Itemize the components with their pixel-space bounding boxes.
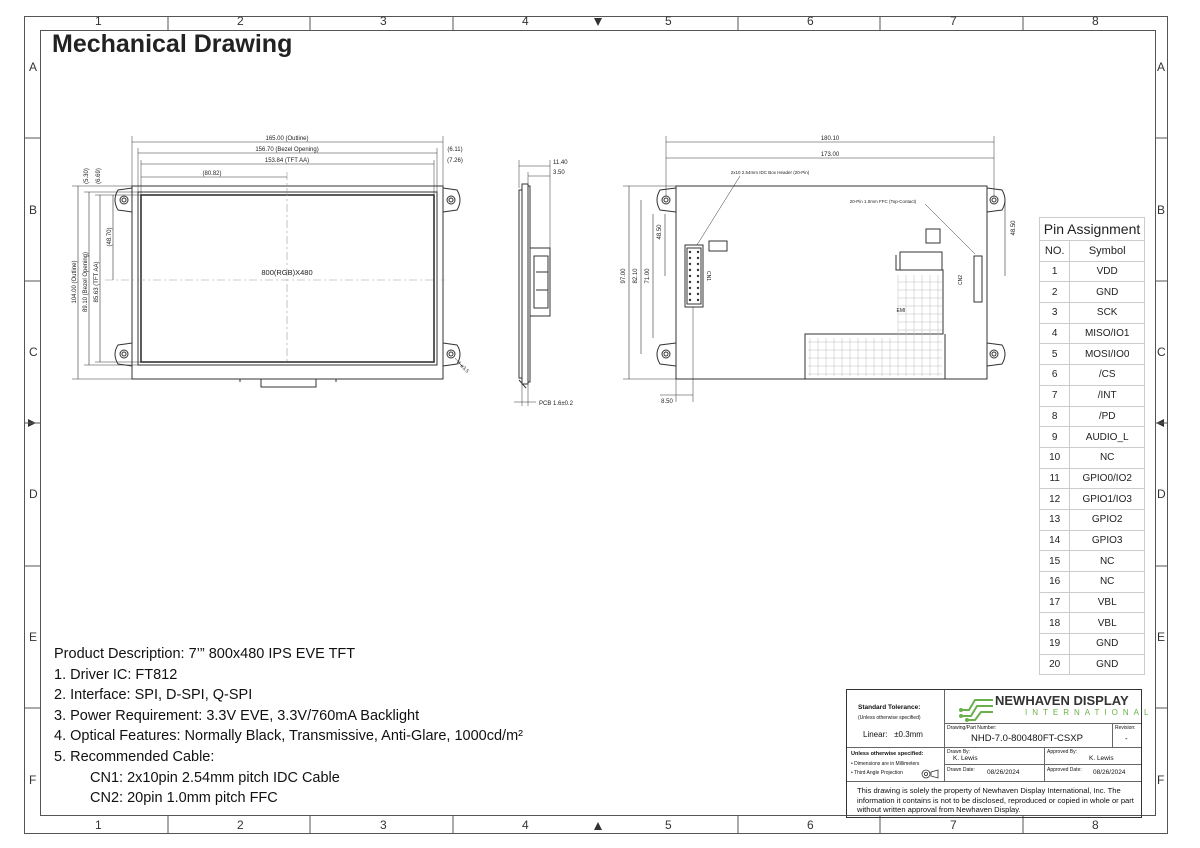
pin-no: 18 — [1040, 613, 1070, 634]
approved-date-cell — [1045, 765, 1141, 782]
drawn-date-cell — [945, 765, 1045, 782]
zone-row-f: F — [29, 773, 37, 787]
desc-line: 3. Power Requirement: 3.3V EVE, 3.3V/760mA Backlight — [54, 707, 420, 724]
pin-symbol: GPIO1/IO3 — [1070, 489, 1145, 510]
pin-no: 17 — [1040, 592, 1070, 613]
pin-no: 6 — [1040, 365, 1070, 386]
revision-value: - — [1125, 734, 1128, 743]
front-dim-5-30: (5.30) — [84, 168, 90, 184]
pin-no: 14 — [1040, 530, 1070, 551]
table-row — [1040, 468, 1145, 489]
back-dim-48-50-right: 48.50 — [1011, 220, 1017, 236]
table-row — [1040, 572, 1145, 593]
approved-by-value: K. Lewis — [1089, 755, 1114, 762]
front-dim-outline-height: 104.00 (Outline) — [72, 260, 78, 304]
front-dim-hole: 4-ø3.5 — [455, 360, 470, 375]
table-row — [1040, 261, 1145, 282]
pin-no: 5 — [1040, 344, 1070, 365]
pin-no: 16 — [1040, 572, 1070, 593]
side-dim-3-50: 3.50 — [553, 170, 565, 176]
front-dim-6-11: (6.11) — [447, 147, 463, 153]
drawn-date-value: 08/26/2024 — [987, 769, 1020, 776]
zone-col-3-bottom: 3 — [380, 818, 387, 832]
unless-specified-label: (Unless otherwise specified) — [858, 715, 921, 721]
cn1-label: CN1 — [705, 270, 711, 282]
front-dim-outline-width: 165.00 (Outline) — [265, 136, 309, 142]
pin-symbol: GPIO2 — [1070, 509, 1145, 530]
newhaven-logo-icon — [957, 694, 997, 722]
table-row — [1040, 385, 1145, 406]
pin-no: 15 — [1040, 551, 1070, 572]
pin-symbol: GND — [1070, 634, 1145, 655]
table-row — [1040, 406, 1145, 427]
front-resolution-label: 800(RGB)X480 — [261, 268, 313, 277]
pin-table-title: Pin Assignment — [1040, 218, 1145, 241]
zone-col-7-bottom: 7 — [950, 818, 957, 832]
desc-line: 2. Interface: SPI, D-SPI, Q-SPI — [54, 687, 253, 704]
pin-header-symbol: Symbol — [1070, 241, 1145, 262]
revision-cell — [1113, 724, 1141, 748]
zone-col-7: 7 — [950, 14, 957, 28]
back-dim-8-50: 8.50 — [661, 399, 673, 405]
pin-symbol: /CS — [1070, 365, 1145, 386]
pin-no: 8 — [1040, 406, 1070, 427]
part-number-cell — [945, 724, 1113, 748]
side-dim-pcb: PCB 1.6±0.2 — [539, 401, 573, 407]
approved-by-cell — [1045, 748, 1141, 765]
desc-line: 1. Driver IC: FT812 — [54, 666, 178, 683]
desc-subline: CN1: 2x10pin 2.54mm pitch IDC Cable — [90, 769, 340, 786]
pin-no: 12 — [1040, 489, 1070, 510]
zone-col-8-bottom: 8 — [1092, 818, 1099, 832]
pin-symbol: VBL — [1070, 613, 1145, 634]
pin-symbol: MISO/IO1 — [1070, 323, 1145, 344]
pin-no: 11 — [1040, 468, 1070, 489]
pin-symbol: SCK — [1070, 303, 1145, 324]
pin-no: 7 — [1040, 385, 1070, 406]
std-tolerance-label: Standard Tolerance: — [858, 704, 921, 711]
table-row — [1040, 530, 1145, 551]
zone-col-4: 4 — [522, 14, 529, 28]
table-row — [1040, 323, 1145, 344]
logo-cell — [945, 690, 1154, 724]
zone-row-e: E — [29, 630, 38, 644]
table-row — [1040, 344, 1145, 365]
back-dim-71-00: 71.00 — [645, 268, 651, 284]
pin-symbol: GND — [1070, 282, 1145, 303]
idc-header-label: 2x10 2.54mm IDC Box Header (20-Pin) — [730, 170, 810, 175]
drawn-date-label: Drawn Date: — [947, 767, 975, 773]
back-dim-48-50-left: 48.50 — [657, 224, 663, 240]
side-dim-11-40: 11.40 — [553, 160, 568, 166]
zone-col-6: 6 — [807, 14, 814, 28]
zone-col-1: 1 — [95, 14, 102, 28]
zone-row-b-right: B — [1157, 203, 1166, 217]
zone-row-c-right: C — [1157, 345, 1166, 359]
zone-row-d: D — [29, 487, 38, 501]
drawn-by-cell — [945, 748, 1045, 765]
desc-line: 5. Recommended Cable: — [54, 748, 215, 765]
unless-specified-heading: Unless otherwise specified: — [851, 751, 924, 757]
ownership-notice-cell — [847, 782, 1141, 817]
pin-no: 9 — [1040, 427, 1070, 448]
logo-main-text: NEWHAVEN DISPLAY — [995, 693, 1129, 708]
table-row — [1040, 303, 1145, 324]
front-dim-half-width: (80.82) — [202, 171, 222, 177]
desc-line: 4. Optical Features: Normally Black, Transmissive, Anti-Glare, 1000cd/m² — [54, 728, 523, 745]
pin-symbol: VBL — [1070, 592, 1145, 613]
specification-cell — [847, 748, 945, 782]
zone-col-5-bottom: 5 — [665, 818, 672, 832]
drawn-by-value: K. Lewis — [953, 755, 978, 762]
page-title: Mechanical Drawing — [52, 30, 293, 58]
revision-label: Revision: — [1115, 725, 1136, 731]
pin-symbol: /PD — [1070, 406, 1145, 427]
table-row — [1040, 489, 1145, 510]
pin-no: 2 — [1040, 282, 1070, 303]
back-dim-173-00: 173.00 — [820, 152, 840, 158]
table-row — [1040, 427, 1145, 448]
zone-row-f-right: F — [1157, 773, 1165, 787]
tolerance-cell — [847, 690, 945, 748]
zone-row-a: A — [29, 60, 38, 74]
pin-header-no: NO. — [1040, 241, 1070, 262]
zone-col-5: 5 — [665, 14, 672, 28]
spec-bullet-mm: • Dimensions are in Millimeters — [851, 761, 920, 767]
drawn-by-label: Drawn By: — [947, 749, 971, 755]
zone-row-d-right: D — [1157, 487, 1166, 501]
pin-no: 10 — [1040, 447, 1070, 468]
zone-row-c: C — [29, 345, 38, 359]
ownership-notice: This drawing is solely the property of Newhaven Display International, Inc. The information it contains is not to be disclosed, reproduced or copied in whole or part without written approval from Newhaven Display. — [857, 786, 1134, 814]
zone-col-6-bottom: 6 — [807, 818, 814, 832]
emi-label: EMI — [896, 308, 906, 314]
zone-col-2: 2 — [237, 14, 244, 28]
front-dim-6-69: (6.69) — [96, 168, 102, 184]
back-dim-97-00: 97.00 — [621, 268, 627, 284]
front-dim-bezel-width: 156.70 (Bezel Opening) — [255, 147, 319, 153]
front-dim-7-26: (7.26) — [447, 158, 463, 164]
zone-row-a-right: A — [1157, 60, 1166, 74]
pin-no: 3 — [1040, 303, 1070, 324]
pin-symbol: GND — [1070, 654, 1145, 675]
part-number-value: NHD-7.0-800480FT-CSXP — [971, 733, 1083, 744]
table-row — [1040, 634, 1145, 655]
front-dim-tft-width: 153.84 (TFT AA) — [264, 158, 310, 164]
pin-symbol: VDD — [1070, 261, 1145, 282]
pin-no: 13 — [1040, 509, 1070, 530]
table-row — [1040, 509, 1145, 530]
approved-date-label: Approved Date: — [1047, 767, 1082, 773]
pin-symbol: NC — [1070, 572, 1145, 593]
table-row — [1040, 282, 1145, 303]
table-row — [1040, 592, 1145, 613]
pin-symbol: AUDIO_L — [1070, 427, 1145, 448]
front-dim-48-70: (48.70) — [107, 227, 113, 247]
pin-no: 4 — [1040, 323, 1070, 344]
zone-col-4-bottom: 4 — [522, 818, 529, 832]
front-dim-bezel-height: 89.10 (Bezel Opening) — [83, 251, 89, 313]
table-row — [1040, 613, 1145, 634]
desc-line: Product Description: 7’” 800x480 IPS EVE TFT — [54, 646, 356, 662]
zone-col-8: 8 — [1092, 14, 1099, 28]
pin-no: 19 — [1040, 634, 1070, 655]
linear-tolerance: Linear: ±0.3mm — [863, 730, 923, 739]
pin-symbol: GPIO3 — [1070, 530, 1145, 551]
zone-col-2-bottom: 2 — [237, 818, 244, 832]
spec-bullet-projection: • Third Angle Projection — [851, 770, 903, 776]
back-dim-180-10: 180.10 — [820, 136, 840, 142]
approved-date-value: 08/26/2024 — [1093, 769, 1126, 776]
pin-symbol: MOSI/IO0 — [1070, 344, 1145, 365]
cn2-label: CN2 — [958, 274, 964, 286]
desc-subline: CN2: 20pin 1.0mm pitch FFC — [90, 790, 278, 807]
pin-assignment-table — [1039, 217, 1145, 675]
table-row — [1040, 365, 1145, 386]
approved-by-label: Approved By: — [1047, 749, 1078, 755]
front-dim-tft-height: 85.63 (TFT AA) — [94, 261, 100, 303]
pin-symbol: NC — [1070, 551, 1145, 572]
ffc-label: 20-Pin 1.0mm FFC (Top-Contact) — [849, 199, 917, 204]
zone-row-b: B — [29, 203, 38, 217]
table-row — [1040, 551, 1145, 572]
pin-no: 20 — [1040, 654, 1070, 675]
table-row — [1040, 447, 1145, 468]
pin-symbol: /INT — [1070, 385, 1145, 406]
back-dim-82-10: 82.10 — [633, 268, 639, 284]
zone-row-e-right: E — [1157, 630, 1166, 644]
pin-symbol: NC — [1070, 447, 1145, 468]
product-description — [54, 644, 523, 809]
logo-sub-text: INTERNATIONAL — [1025, 708, 1154, 717]
pin-no: 1 — [1040, 261, 1070, 282]
table-row — [1040, 654, 1145, 675]
zone-col-3: 3 — [380, 14, 387, 28]
zone-col-1-bottom: 1 — [95, 818, 102, 832]
third-angle-projection-icon — [921, 769, 939, 779]
pin-symbol: GPIO0/IO2 — [1070, 468, 1145, 489]
part-number-label: Drawing/Part Number: — [947, 725, 997, 731]
title-block — [846, 689, 1154, 818]
